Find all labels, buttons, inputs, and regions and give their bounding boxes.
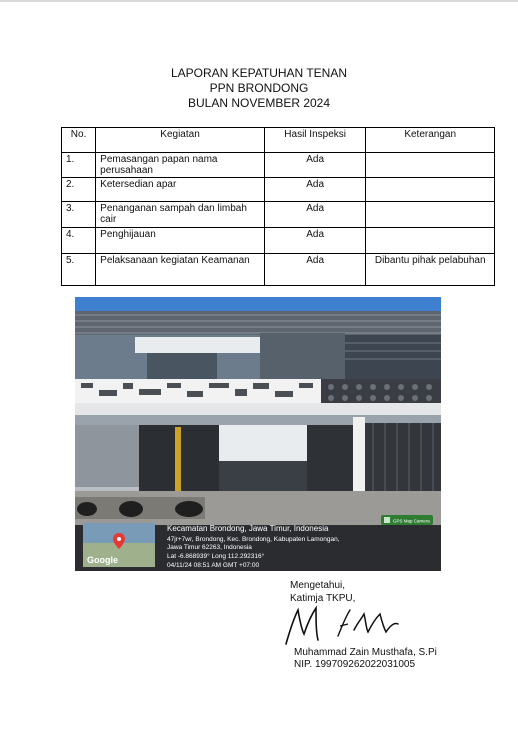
row-remarks: [366, 153, 495, 178]
row-activity: Ketersedian apar: [96, 178, 265, 202]
row-number: 2.: [62, 178, 96, 202]
row-inspection-result: Ada: [264, 178, 365, 202]
handwritten-signature: [280, 600, 410, 650]
row-activity: Pemasangan papan nama perusahaan: [96, 153, 265, 178]
row-number: 5.: [62, 254, 96, 286]
signer-position: Katimja TKPU,: [290, 593, 356, 604]
geo-coordinates: Lat -6.868939° Long 112.292316°: [167, 553, 265, 560]
table-header-row: [62, 128, 495, 153]
row-inspection-result: Ada: [264, 254, 365, 286]
row-remarks: [366, 228, 495, 254]
column-header-kegiatan: Kegiatan: [96, 128, 265, 153]
row-inspection-result: Ada: [264, 202, 365, 228]
report-office: PPN BRONDONG: [209, 81, 309, 95]
row-remarks: [366, 178, 495, 202]
report-period: BULAN NOVEMBER 2024: [187, 96, 331, 110]
column-header-hasil: Hasil Inspeksi: [264, 128, 365, 153]
geo-timestamp: 04/11/24 08:51 AM GMT +07:00: [167, 562, 260, 569]
inspection-photo: [75, 297, 441, 571]
row-inspection-result: Ada: [264, 153, 365, 178]
row-number: 1.: [62, 153, 96, 178]
building-photo: [75, 297, 441, 571]
row-activity: Penghijauan: [96, 228, 265, 254]
geo-address-line1: 47jr+7wr, Brondong, Kec. Brondong, Kabupaten Lamongan,: [167, 536, 340, 543]
report-title: LAPORAN KEPATUHAN TENAN: [170, 66, 348, 80]
column-header-keterangan: Keterangan: [366, 128, 495, 153]
table-row: [62, 254, 495, 286]
row-remarks: Dibantu pihak pelabuhan: [366, 254, 495, 286]
page-top-border: [0, 0, 518, 2]
compliance-table: [61, 127, 495, 286]
map-google-label: Google: [87, 555, 118, 565]
table-row: [62, 202, 495, 228]
table-row: [62, 178, 495, 202]
acknowledged-label: Mengetahui,: [290, 580, 346, 591]
signer-nip: NIP. 199709262022031005: [294, 659, 416, 670]
row-number: 3.: [62, 202, 96, 228]
geo-location-title: Kecamatan Brondong, Jawa Timur, Indonesia: [167, 524, 329, 533]
column-header-no: No.: [62, 128, 96, 153]
row-inspection-result: Ada: [264, 228, 365, 254]
table-row: [62, 153, 495, 178]
gps-camera-badge-label: GPS Map Camera: [393, 518, 430, 524]
row-remarks: [366, 202, 495, 228]
row-number: 4.: [62, 228, 96, 254]
row-activity: Penanganan sampah dan limbah cair: [96, 202, 265, 228]
table-row: [62, 228, 495, 254]
geo-address-line2: Jawa Timur 62263, Indonesia: [167, 544, 252, 551]
row-activity: Pelaksanaan kegiatan Keamanan: [96, 254, 265, 286]
signer-name: Muhammad Zain Musthafa, S.Pi: [294, 647, 437, 658]
